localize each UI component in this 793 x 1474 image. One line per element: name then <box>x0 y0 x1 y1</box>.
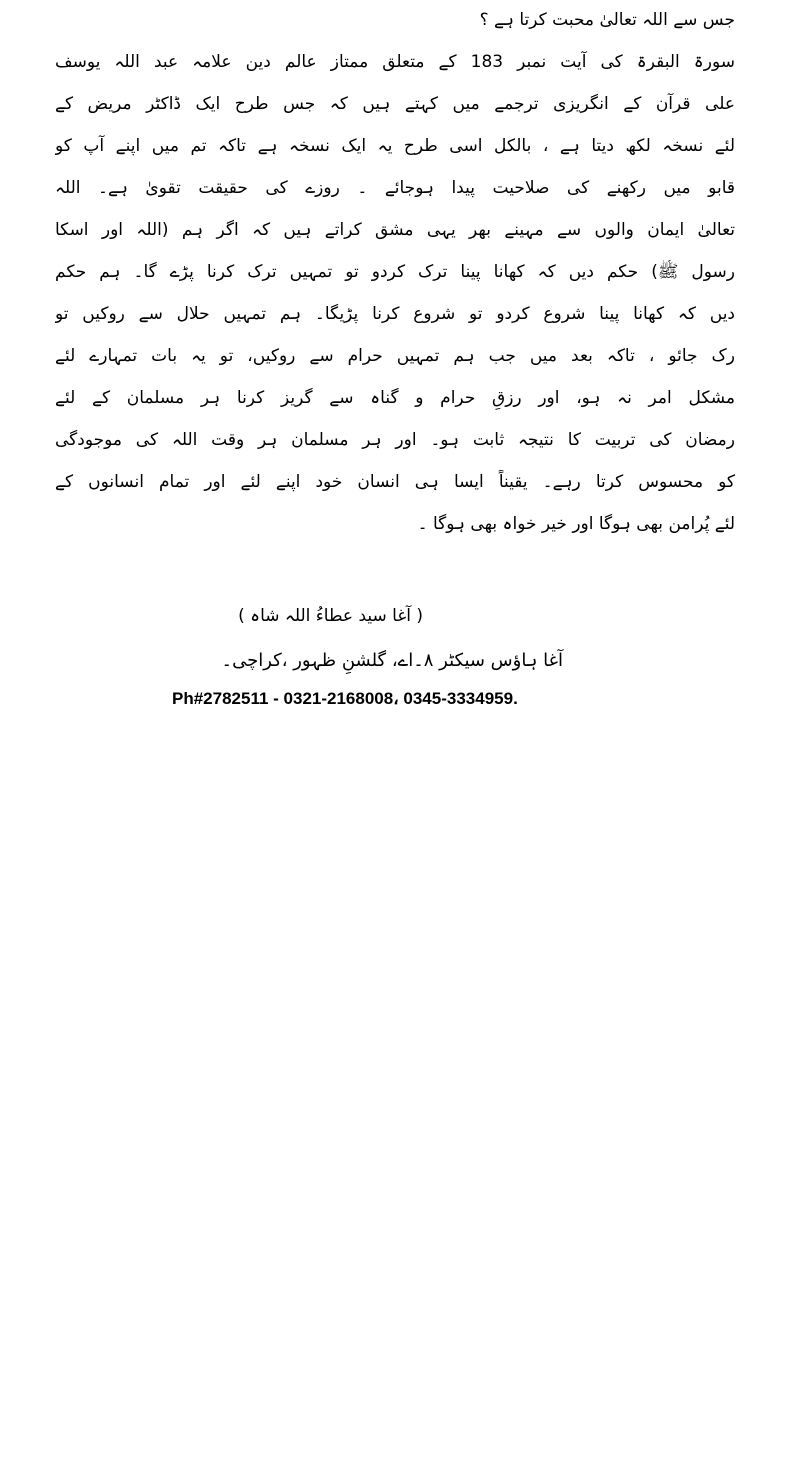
paragraph-line-8: رک جائو ، تاکہ بعد میں جب ہم تمہیں حرام سے روکیں، تو یہ بات تمہارے لئے <box>55 346 735 366</box>
signature-address: آغا ہاؤس سیکٹر ۸۔اے، گلشنِ ظہور ،کراچی۔ <box>221 650 563 671</box>
paragraph-line-5: تعالیٰ ایمان والوں سے مہینے بھر یہی مشق کراتے ہیں کہ اگر ہم (اللہ اور اسکا <box>55 220 735 240</box>
signature-phone: Ph#2782511 - 0321-2168008، 0345-3334959. <box>172 689 518 708</box>
paragraph-line-12: لئے پُرامن بھی ہوگا اور خیر خواہ بھی ہوگا ۔ <box>417 514 735 534</box>
paragraph-line-7: دیں کہ کھانا پینا شروع کردو تو شروع کرنا پڑیگا۔ ہم تمہیں حلال سے روکیں تو <box>55 304 735 324</box>
paragraph-line-10: رمضان کی تربیت کا نتیجہ ثابت ہو۔ اور ہر مسلمان ہر وقت اللہ کی موجودگی <box>55 430 735 450</box>
document-title: جس سے اللہ تعالیٰ محبت کرتا ہے ؟ <box>479 10 735 30</box>
paragraph-line-6: رسول ﷺ) حکم دیں کہ کھانا پینا ترک کردو تو تمہیں ترک کرنا پڑے گا۔ ہم حکم <box>55 262 735 282</box>
paragraph-line-4: قابو میں رکھنے کی صلاحیت پیدا ہوجائے ۔ روزے کی حقیقت تقویٰ ہے۔ اللہ <box>55 178 735 198</box>
signature-name: ( آغا سید عطاءُ اللہ شاہ ) <box>238 606 423 626</box>
paragraph-line-11: کو محسوس کرتا رہے۔ یقیناً ایسا ہی انسان خود اپنے لئے اور تمام انسانوں کے <box>55 472 735 492</box>
paragraph-line-2: علی قرآن کے انگریزی ترجمے میں کہتے ہیں کہ جس طرح ایک ڈاکٹر مریض کے <box>55 94 735 114</box>
paragraph-line-1: سورۃ البقرۃ کی آیت نمبر 183 کے متعلق ممتاز عالم دین علامہ عبد اللہ یوسف <box>55 52 735 72</box>
paragraph-line-9: مشکل امر نہ ہو، اور رزقِ حرام و گناہ سے گریز کرنا ہر مسلمان کے لئے <box>55 388 735 408</box>
paragraph-line-3: لئے نسخہ لکھ دیتا ہے ، بالکل اسی طرح یہ ایک نسخہ ہے تاکہ تم میں اپنے آپ کو <box>55 136 735 156</box>
